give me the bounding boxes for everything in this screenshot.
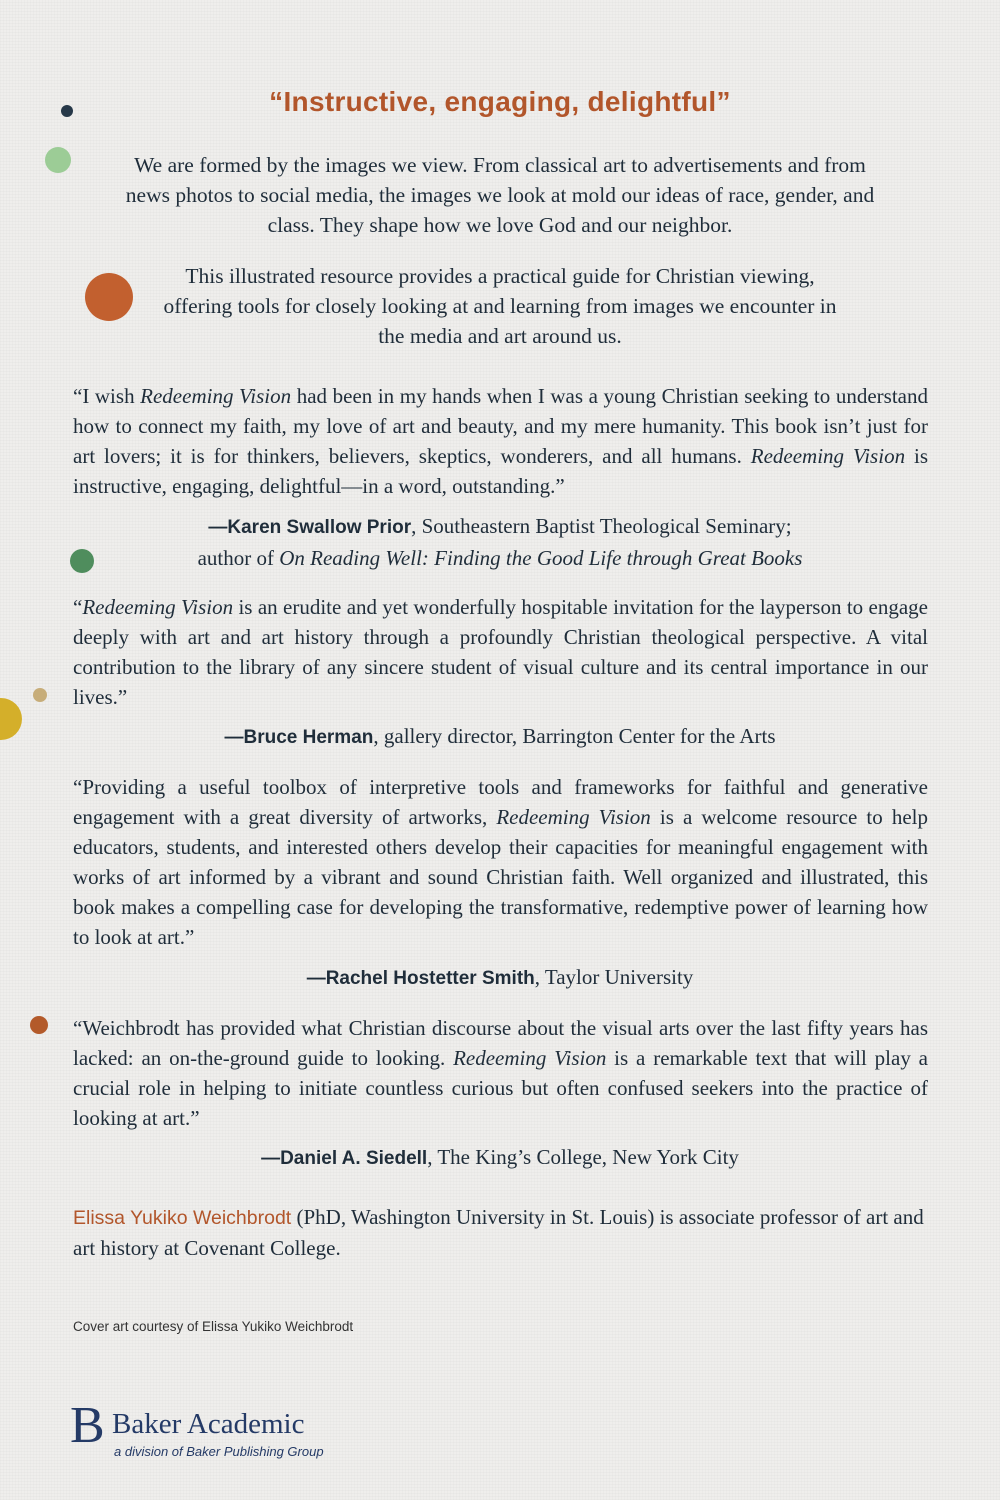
publisher-mark: B <box>70 1397 105 1454</box>
intro-paragraph-1: We are formed by the images we view. From classical art to advertisements and from news photos to social media, the images we look at mold our ideas of race, gender, and class. They shape how we love God and our neighbor. <box>125 153 875 237</box>
endorser-name: —Karen Swallow Prior <box>208 517 412 538</box>
endorsement-attribution-1: —Karen Swallow Prior, Southeastern Baptist Theological Seminary; author of On Reading Well: Finding the Good Life through Great Books <box>197 514 803 570</box>
endorsement-quote-1: “I wish Redeeming Vision had been in my hands when I was a young Christian seeking to understand how to connect my faith, my love of art and beauty, and my mere humanity. This book isn’t just for art lovers; it is for thinkers, believers, skeptics, wonderers, and all humans. Redeeming Vision is instructive, engaging, delightful—in a word, outstanding.” <box>73 384 928 498</box>
endorser-name: —Rachel Hostetter Smith <box>306 968 535 989</box>
publisher-name: Baker Academic <box>112 1408 305 1440</box>
decorative-dot-tan <box>33 688 47 702</box>
decorative-dot-light-green <box>45 147 71 173</box>
author-bio: Elissa Yukiko Weichbrodt (PhD, Washington University in St. Louis) is associate professor of art and art history at Covenant College. <box>73 1205 924 1260</box>
endorsement-attribution-2: —Bruce Herman, gallery director, Barrington Center for the Arts <box>224 724 776 748</box>
endorsement-quote-4: “Weichbrodt has provided what Christian discourse about the visual arts over the last fifty years has lacked: an on-the-ground guide to looking. Redeeming Vision is a remarkable text that will play a crucial role in helping to initiate countless curious but often confused seekers into the practice of looking at art.” <box>73 1016 928 1130</box>
endorsement-quote-3: “Providing a useful toolbox of interpretive tools and frameworks for faithful and generative engagement with a great diversity of artworks, Redeeming Vision is a welcome resource to help educators, students, and interested others develop their capacities for meaningful engagement with works of art informed by a vibrant and sound Christian faith. Well organized and illustrated, this book makes a compelling case for developing the transformative, redemptive power of learning how to look at art.” <box>73 775 928 949</box>
intro-paragraph-2: This illustrated resource provides a practical guide for Christian viewing, offering tools for closely looking at and learning from images we encounter in the media and art around us. <box>163 264 837 348</box>
publisher-tagline: a division of Baker Publishing Group <box>114 1444 324 1459</box>
cover-art-credit: Cover art courtesy of Elissa Yukiko Weichbrodt <box>73 1319 354 1334</box>
decorative-dot-yellow <box>0 698 22 740</box>
decorative-dot-orange <box>85 273 133 321</box>
endorsement-quote-2: “Redeeming Vision is an erudite and yet wonderfully hospitable invitation for the layperson to engage deeply with art and art history through a profoundly Christian theological perspective. A vital contribution to the library of any sincere student of visual culture and its central importance in our lives.” <box>73 595 929 709</box>
endorsement-attribution-4: —Daniel A. Siedell, The King’s College, New York City <box>261 1145 739 1169</box>
headline: “Instructive, engaging, delightful” <box>269 86 731 117</box>
endorsement-attribution-3: —Rachel Hostetter Smith, Taylor University <box>306 965 694 989</box>
endorser-name: —Bruce Herman <box>224 727 374 748</box>
decorative-dot-rust <box>30 1016 48 1034</box>
endorser-name: —Daniel A. Siedell <box>261 1148 428 1169</box>
publisher-logo <box>70 1397 370 1470</box>
author-name: Elissa Yukiko Weichbrodt <box>73 1207 292 1229</box>
